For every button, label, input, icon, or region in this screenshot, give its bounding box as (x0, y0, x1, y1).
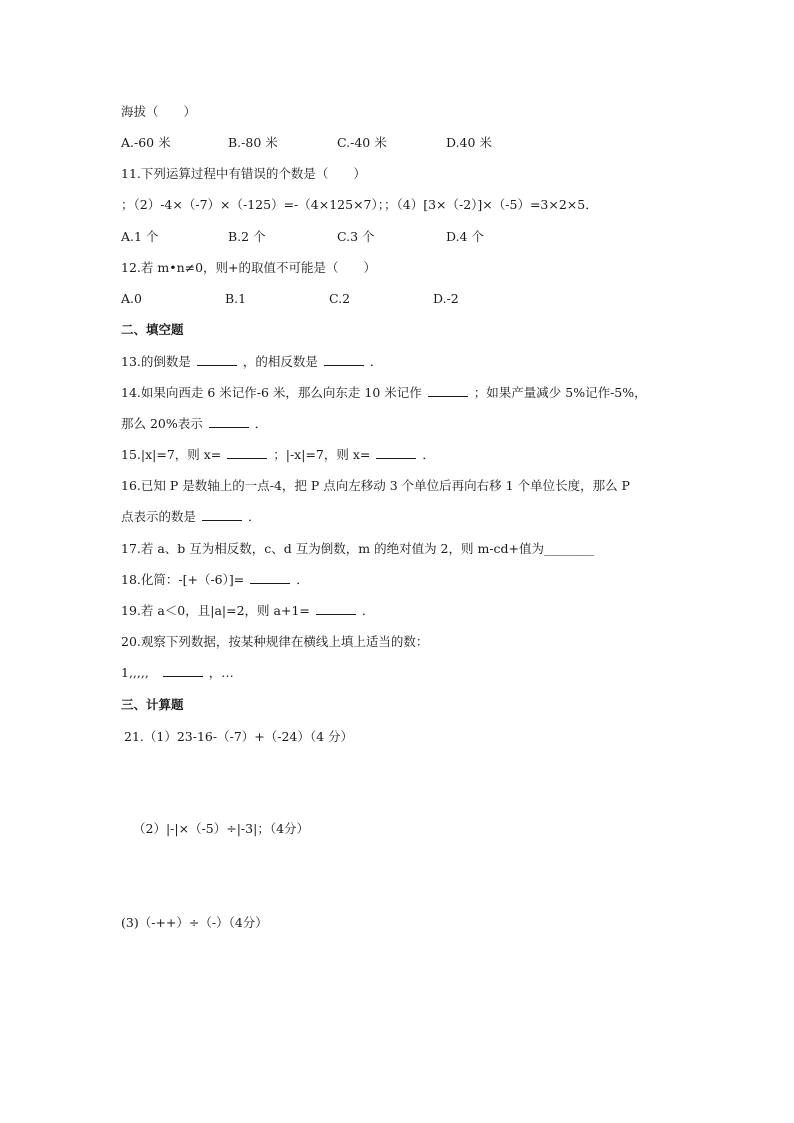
q14-part-c: 那么 20%表示 (121, 416, 203, 431)
question-21-part-2: （2）|-|×（-5）÷|-3|；（4分） (133, 821, 310, 836)
question-14-line-1 (121, 385, 647, 401)
q20-sequence-start: 1,,,,, (121, 665, 149, 680)
question-10-tail: 海拔（ ） (121, 104, 197, 119)
question-15 (121, 447, 435, 463)
q14-part-d: ． (254, 416, 268, 431)
question-20-sequence (121, 665, 234, 681)
q16-part-b: 点表示的数是 (121, 509, 197, 524)
question-16-line-1: 16.已知 P 是数轴上的一点-4，把 P 点向左移动 3 个单位后再向右移 1 个单位长度，那么 P (121, 478, 630, 493)
q14-blank-2 (209, 416, 249, 428)
question-21-part-1: 21.（1）23-16-（-7）+（-24）（4 分） (124, 729, 354, 744)
q13-blank-2 (324, 354, 364, 366)
q19-part-a: 19.若 a＜0，且|a|=2，则 a+1= (121, 603, 310, 618)
q14-part-b: ；如果产量减少 5%记作-5%， (473, 385, 647, 400)
q19-blank (316, 603, 356, 615)
q16-part-c: ． (247, 509, 261, 524)
question-14-line-2 (121, 416, 267, 432)
question-21-part-3: (3)（-++）÷（-）（4分） (121, 915, 268, 930)
question-19 (121, 603, 374, 619)
question-16-line-2 (121, 509, 261, 525)
section-heading-calculation: 三、计算题 (121, 697, 184, 712)
question-18 (121, 572, 309, 588)
q13-part-b: ，的相反数是 (242, 354, 318, 369)
question-11-stem: 11.下列运算过程中有错误的个数是（ ） (121, 166, 366, 181)
q11-option-d: D.4 个 (446, 229, 484, 244)
q12-option-c: C.2 (329, 291, 351, 306)
q18-part-a: 18.化简：-[+（-6）]= (121, 572, 245, 587)
question-11-content: ；（2）-4×（-7）×（-125）=-（4×125×7）；；（4）[3×（-2）]×（-5）=3×2×5． (121, 197, 598, 212)
q11-option-a: A.1 个 (121, 229, 159, 244)
section-heading-fill-blank: 二、填空题 (121, 322, 184, 337)
q10-option-d: D.40 米 (446, 135, 492, 150)
question-20-stem: 20.观察下列数据，按某种规律在横线上填上适当的数： (121, 634, 429, 649)
q15-part-a: 15.|x|=7，则 x= (121, 447, 222, 462)
q15-blank-1 (227, 447, 267, 459)
q14-blank-1 (428, 385, 468, 397)
q13-blank-1 (197, 354, 237, 366)
q12-option-a: A.0 (121, 291, 142, 306)
q11-option-b: B.2 个 (228, 229, 266, 244)
q11-option-c: C.3 个 (337, 229, 375, 244)
q15-part-b: ；|-x|=7，则 x= (273, 447, 371, 462)
q20-sequence-end: ，… (208, 665, 234, 680)
q16-blank (202, 509, 242, 521)
q15-blank-2 (376, 447, 416, 459)
q15-part-c: ． (422, 447, 435, 462)
q18-part-b: ． (296, 572, 309, 587)
q13-part-c: ． (369, 354, 383, 369)
q10-option-a: A.-60 米 (121, 135, 171, 150)
q19-part-b: ． (361, 603, 375, 618)
q18-blank (250, 572, 290, 584)
q14-part-a: 14.如果向西走 6 米记作-6 米，那么向东走 10 米记作 (121, 385, 422, 400)
q20-blank (163, 665, 203, 677)
question-17: 17.若 a、b 互为相反数，c、d 互为倒数，m 的绝对值为 2，则 m-cd+值为________ (121, 541, 595, 556)
q12-option-b: B.1 (225, 291, 247, 306)
question-13 (121, 354, 382, 370)
q12-option-d: D.-2 (433, 291, 459, 306)
question-12-stem: 12.若 m•n≠0，则+的取值不可能是（ ） (121, 260, 377, 275)
q10-option-c: C.-40 米 (337, 135, 387, 150)
q10-option-b: B.-80 米 (228, 135, 278, 150)
q13-part-a: 13.的倒数是 (121, 354, 191, 369)
